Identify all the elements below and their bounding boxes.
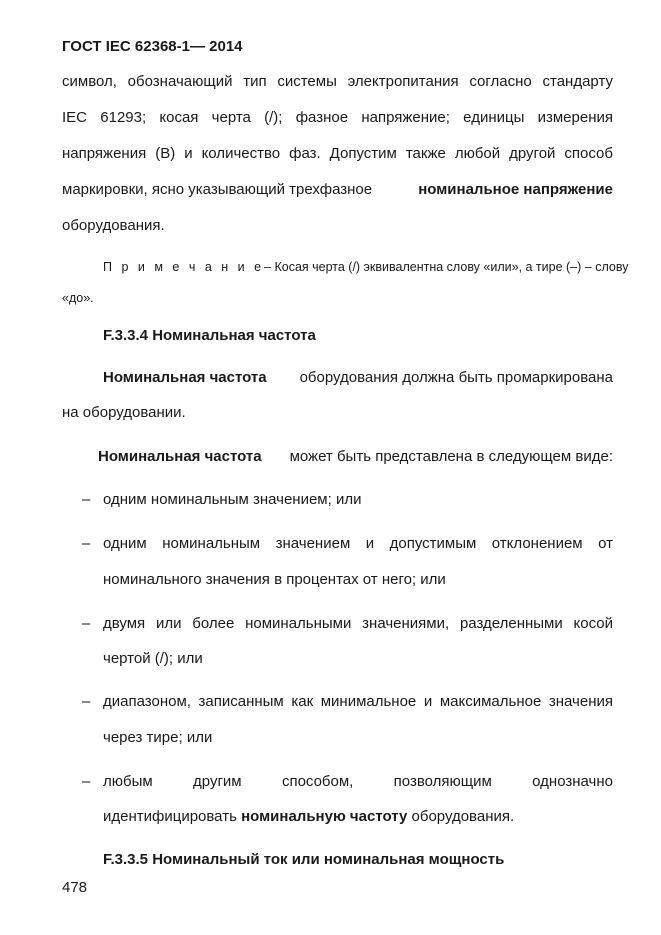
paragraph-line: напряжения (В) и количество фаз. Допустим также любой другой способ bbox=[62, 145, 613, 162]
list-item-continuation: номинального значения в процентах от него; или bbox=[103, 571, 446, 588]
note-label: П р и м е ч а н и е bbox=[103, 260, 265, 274]
list-dash: – bbox=[82, 693, 91, 710]
list-dash: – bbox=[82, 773, 91, 790]
paragraph-line bbox=[103, 369, 613, 387]
note-line bbox=[103, 258, 629, 276]
section-heading: F.3.3.4 Номинальная частота bbox=[103, 327, 316, 344]
paragraph-text: оборудования. bbox=[411, 808, 515, 825]
list-item: любым другим способом, позволяющим однозначно bbox=[103, 773, 613, 790]
paragraph-text: маркировки, ясно указывающий трехфазное bbox=[62, 181, 373, 198]
list-item-continuation: через тире; или bbox=[103, 729, 213, 746]
list-item: одним номинальным значением и допустимым отклонением от bbox=[103, 535, 613, 552]
defined-term: Номинальная частота bbox=[98, 448, 262, 465]
note-line: «до». bbox=[62, 291, 94, 305]
paragraph-line: на оборудовании. bbox=[62, 404, 186, 421]
paragraph-line: IEC 61293; косая черта (/); фазное напряжение; единицы измерения bbox=[62, 109, 613, 126]
list-dash: – bbox=[82, 491, 91, 508]
paragraph-text: может быть представлена в следующем виде: bbox=[289, 448, 613, 465]
paragraph-text: оборудования должна быть промаркирована bbox=[299, 369, 613, 386]
list-dash: – bbox=[82, 535, 91, 552]
document-header: ГОСТ IEC 62368-1— 2014 bbox=[62, 38, 243, 55]
list-item: диапазоном, записанным как минимальное и максимальное значения bbox=[103, 693, 613, 710]
note-text: – Косая черта (/) эквивалентна слову «или», а тире (–) – слову bbox=[264, 260, 629, 274]
list-item-continuation: чертой (/); или bbox=[103, 650, 203, 667]
list-item: двумя или более номинальными значениями, разделенными косой bbox=[103, 615, 613, 632]
paragraph-line bbox=[62, 181, 613, 199]
list-item-continuation bbox=[103, 808, 514, 826]
paragraph-line: оборудования. bbox=[62, 217, 165, 234]
list-item: одним номинальным значением; или bbox=[103, 491, 362, 508]
list-dash: – bbox=[82, 615, 91, 632]
defined-term: номинальную частоту bbox=[241, 808, 408, 825]
section-heading: F.3.3.5 Номинальный ток или номинальная мощность bbox=[103, 851, 505, 868]
defined-term: Номинальная частота bbox=[103, 369, 267, 386]
paragraph-text: идентифицировать bbox=[103, 808, 237, 825]
paragraph-line: символ, обозначающий тип системы электропитания согласно стандарту bbox=[62, 73, 613, 90]
defined-term: номинальное напряжение bbox=[418, 181, 613, 198]
paragraph-line bbox=[98, 448, 613, 466]
page-number: 478 bbox=[62, 879, 88, 896]
